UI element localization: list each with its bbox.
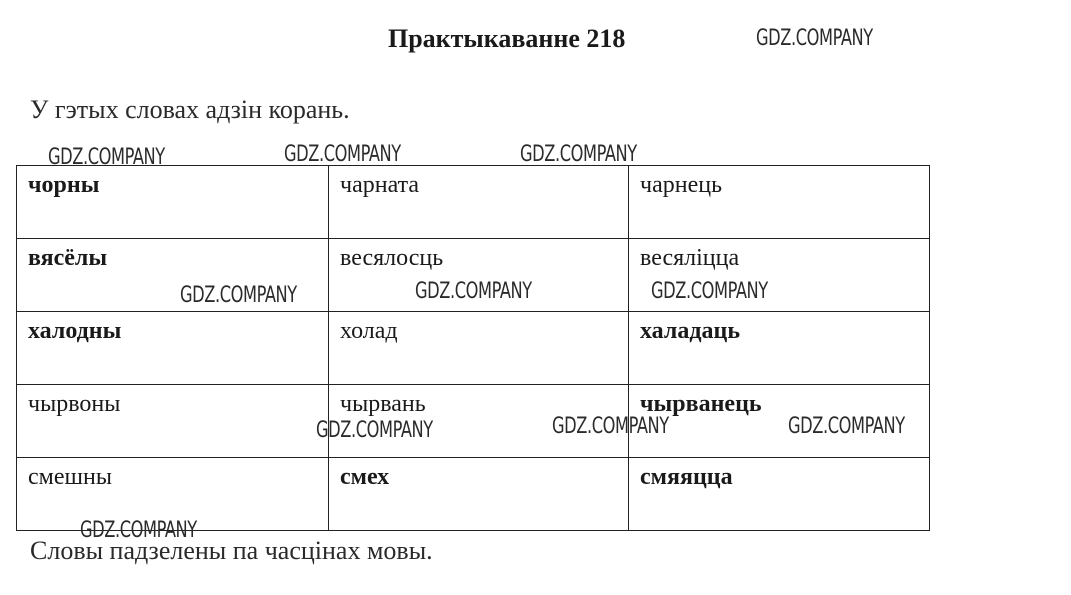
watermark: GDZ.COMPANY: [520, 142, 637, 167]
table-cell: смешны: [17, 458, 329, 531]
table-cell: весялосць: [329, 239, 629, 312]
footer-text: Словы падзелены па часцінах мовы.: [30, 536, 433, 565]
table-row: [17, 166, 930, 239]
table-cell: смяяцца: [629, 458, 930, 531]
watermark: GDZ.COMPANY: [48, 145, 165, 170]
watermark: GDZ.COMPANY: [552, 414, 669, 439]
table-cell: чарнець: [629, 166, 930, 239]
table-row: [17, 312, 930, 385]
table-cell: весяліцца: [629, 239, 930, 312]
table-cell: холад: [329, 312, 629, 385]
table-cell: чорны: [17, 166, 329, 239]
table-cell: чырвань: [329, 385, 629, 458]
watermark: GDZ.COMPANY: [788, 414, 905, 439]
table-cell: чырвоны: [17, 385, 329, 458]
watermark: GDZ.COMPANY: [284, 142, 401, 167]
table-cell: смех: [329, 458, 629, 531]
table-cell: чырванець: [629, 385, 930, 458]
page-title: Практыкаванне 218: [388, 24, 626, 53]
table-cell: халодны: [17, 312, 329, 385]
watermark: GDZ.COMPANY: [756, 26, 873, 51]
instruction-text: У гэтых словах адзін корань.: [30, 95, 350, 124]
watermark: GDZ.COMPANY: [180, 283, 297, 308]
table-cell: халадаць: [629, 312, 930, 385]
watermark: GDZ.COMPANY: [415, 279, 532, 304]
table-cell: чарната: [329, 166, 629, 239]
words-table: [16, 165, 930, 531]
watermark: GDZ.COMPANY: [80, 518, 197, 543]
watermark: GDZ.COMPANY: [651, 279, 768, 304]
table-cell: вясёлы: [17, 239, 329, 312]
watermark: GDZ.COMPANY: [316, 418, 433, 443]
